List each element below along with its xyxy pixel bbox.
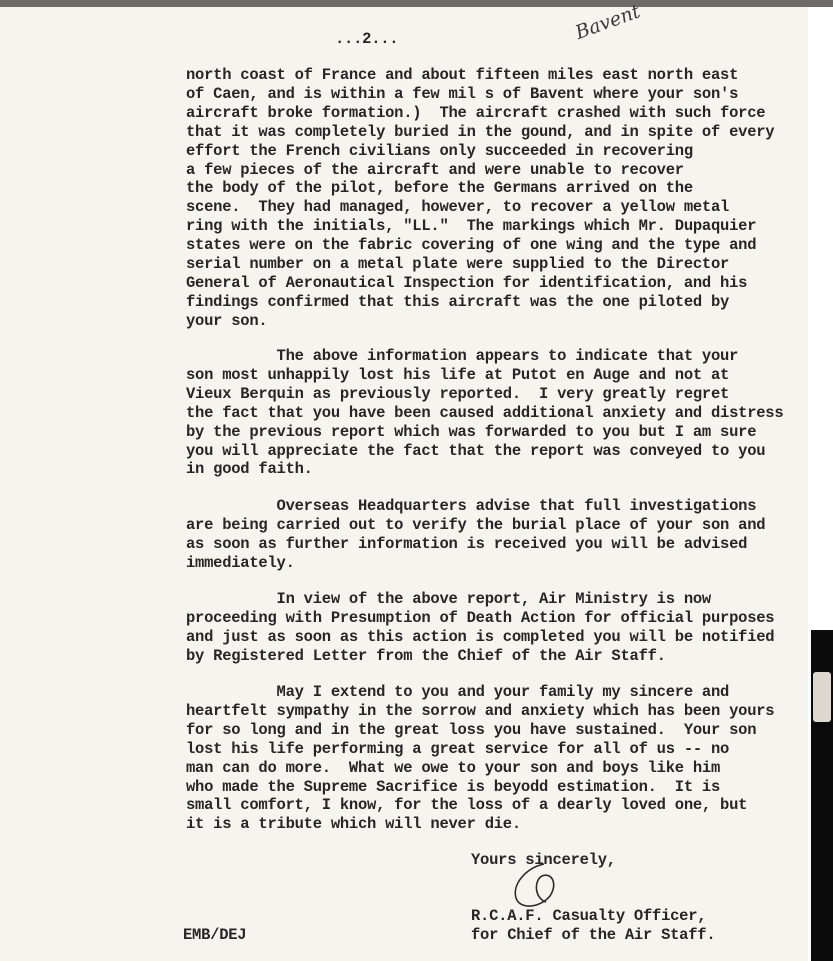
handwritten-margin-note: Bavent bbox=[572, 0, 644, 45]
text-line: May I extend to you and your family my sincere and bbox=[186, 683, 730, 701]
text-line: In view of the above report, Air Ministry is now bbox=[186, 590, 711, 608]
text-line: man can do more. What we owe to your son and boys like him bbox=[186, 758, 721, 777]
text-line: aircraft broke formation.) The aircraft crashed with such force bbox=[186, 103, 766, 122]
signature-title-1: R.C.A.F. Casualty Officer, bbox=[471, 907, 707, 925]
text-line: small comfort, I know, for the loss of a dearly loved one, but bbox=[186, 796, 748, 815]
text-line: that it was completely buried in the gound, and in spite of every bbox=[186, 122, 775, 141]
text-line: your son. bbox=[186, 311, 268, 330]
text-line: the body of the pilot, before the Germans arrived on the bbox=[186, 179, 693, 198]
text-line: of Caen, and is within a few mil s of Bavent where your son's bbox=[186, 84, 739, 103]
text-line: as soon as further information is received you will be advised bbox=[186, 534, 748, 553]
text-line: are being carried out to verify the burial place of your son and bbox=[186, 515, 766, 534]
text-line: by the previous report which was forwarded to you but I am sure bbox=[186, 422, 757, 441]
text-line: states were on the fabric covering of one wing and the type and bbox=[186, 236, 757, 255]
text-line: son most unhappily lost his life at Putot en Auge and not at bbox=[186, 365, 730, 384]
text-line: immediately. bbox=[186, 553, 295, 572]
text-line: in good faith. bbox=[186, 460, 313, 479]
text-line: General of Aeronautical Inspection for identification, and his bbox=[186, 273, 748, 292]
text-line: findings confirmed that this aircraft was the one piloted by bbox=[186, 292, 730, 311]
text-line: The above information appears to indicate that your bbox=[186, 347, 739, 365]
text-line: for so long and in the great loss you have sustained. Your son bbox=[186, 720, 757, 739]
reference-initials: EMB/DEJ bbox=[183, 926, 247, 944]
text-line: ring with the initials, "LL." The markings which Mr. Dupaquier bbox=[186, 217, 757, 236]
text-line: by Registered Letter from the Chief of the Air Staff. bbox=[186, 646, 666, 665]
closing: Yours sincerely, bbox=[471, 851, 616, 869]
text-line: a few pieces of the aircraft and were unable to recover bbox=[186, 160, 684, 179]
signature-mark bbox=[506, 858, 566, 914]
text-line: effort the French civilians only succeeded in recovering bbox=[186, 141, 693, 160]
text-line: the fact that you have been caused additional anxiety and distress bbox=[186, 403, 784, 422]
text-line: heartfelt sympathy in the sorrow and anxiety which has been yours bbox=[186, 701, 775, 720]
text-line: proceeding with Presumption of Death Action for official purposes bbox=[186, 608, 775, 627]
text-line: you will appreciate the fact that the report was conveyed to you bbox=[186, 441, 766, 460]
text-line: who made the Supreme Sacrifice is beyodd estimation. It is bbox=[186, 777, 721, 796]
text-line: it is a tribute which will never die. bbox=[186, 815, 521, 834]
text-line: north coast of France and about fifteen miles east north east bbox=[186, 66, 739, 84]
text-line: lost his life performing a great service for all of us -- no bbox=[186, 739, 730, 758]
text-line: scene. They had managed, however, to recover a yellow metal bbox=[186, 198, 730, 217]
text-line: Overseas Headquarters advise that full investigations bbox=[186, 497, 757, 515]
text-line: serial number on a metal plate were supplied to the Director bbox=[186, 255, 730, 273]
page-number: ...2... bbox=[335, 30, 399, 48]
text-line: and just as soon as this action is completed you will be notified bbox=[186, 627, 775, 646]
signature-title-2: for Chief of the Air Staff. bbox=[471, 926, 716, 944]
text-line: Vieux Berquin as previously reported. I very greatly regret bbox=[186, 384, 730, 403]
